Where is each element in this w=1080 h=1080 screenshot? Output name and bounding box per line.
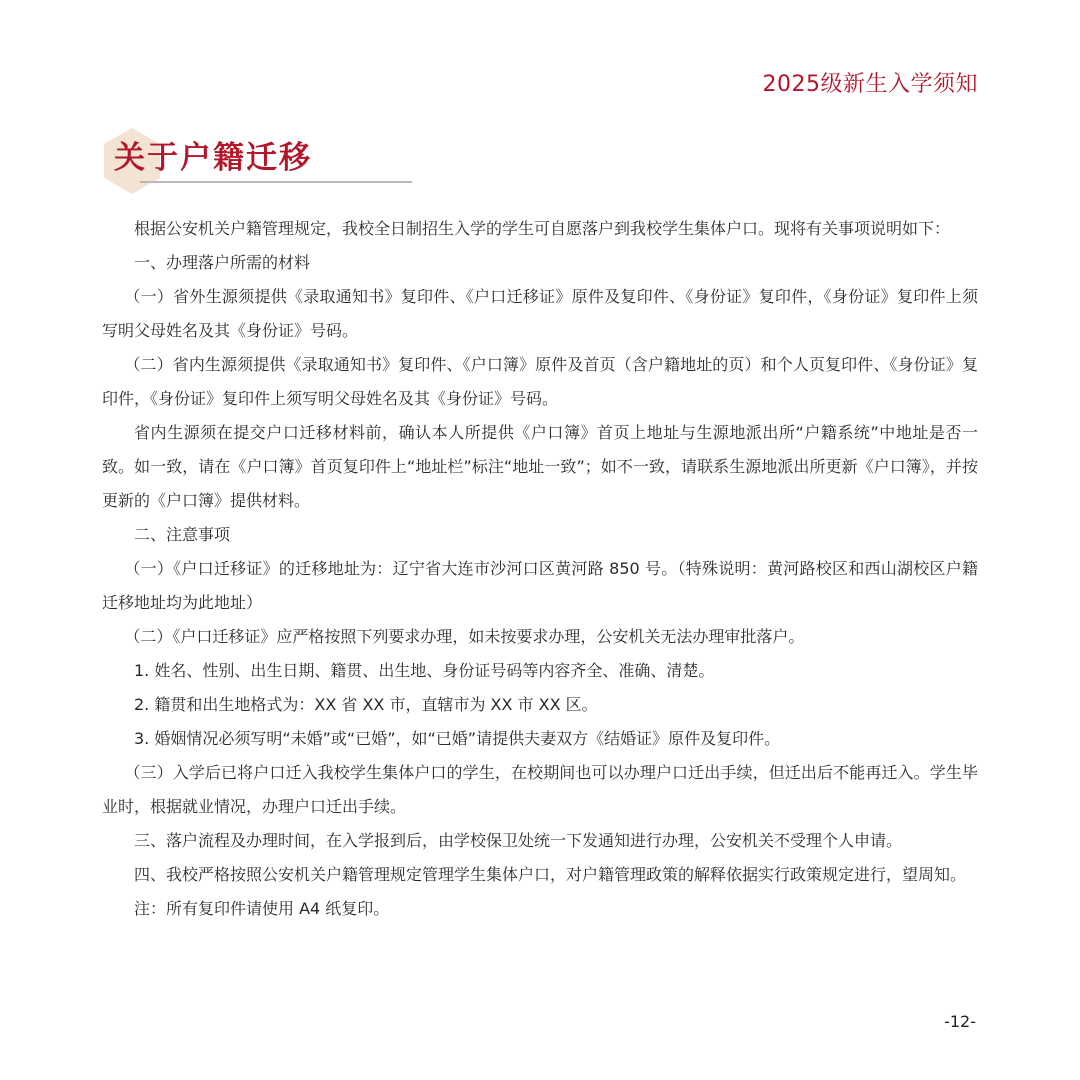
list-item-name-fields: 1. 姓名、性别、出生日期、籍贯、出生地、身份证号码等内容齐全、准确、清楚。 — [134, 661, 715, 680]
list-item-birthplace-format: 2. 籍贯和出生地格式为：XX 省 XX 市，直辖市为 XX 市 XX 区。 — [134, 695, 598, 714]
paragraph-migration-address: （一）《户口迁移证》的迁移地址为：辽宁省大连市沙河口区黄河路 850 号。（特殊说明：黄河路校区和西山湖校区户籍迁移地址均为此地址） — [102, 559, 978, 612]
heading-materials: 一、办理落户所需的材料 — [134, 253, 311, 272]
paragraph-out-of-province: （一）省外生源须提供《录取通知书》复印件、《户口迁移证》原件及复印件、《身份证》复印件，《身份证》复印件上须写明父母姓名及其《身份证》号码。 — [102, 287, 978, 340]
paragraph-address-check: 省内生源须在提交户口迁移材料前，确认本人所提供《户口簿》首页上地址与生源地派出所“户籍系统”中地址是否一致。如一致，请在《户口簿》首页复印件上“地址栏”标注“地址一致”；如不一致，请联系生源地派出所更新《户口簿》，并按更新的《户口簿》提供材料。 — [102, 423, 978, 510]
document-body — [102, 212, 978, 926]
paragraph-process-timing: 三、落户流程及办理时间，在入学报到后，由学校保卫处统一下发通知进行办理，公安机关不受理个人申请。 — [134, 831, 903, 850]
section-heading — [100, 126, 412, 196]
paragraph-migration-requirements: （二）《户口迁移证》应严格按照下列要求办理，如未按要求办理，公安机关无法办理审批落户。 — [124, 627, 805, 646]
paragraph-move-out: （三）入学后已将户口迁入我校学生集体户口的学生，在校期间也可以办理户口迁出手续，但迁出后不能再迁入。学生毕业时，根据就业情况，办理户口迁出手续。 — [102, 763, 978, 816]
section-title: 关于户籍迁移 — [114, 140, 312, 176]
title-divider — [140, 181, 412, 183]
intro-paragraph: 根据公安机关户籍管理规定，我校全日制招生入学的学生可自愿落户到我校学生集体户口。现将有关事项说明如下： — [134, 219, 951, 238]
heading-notes: 二、注意事项 — [134, 525, 231, 544]
list-item-marital-status: 3. 婚姻情况必须写明“未婚”或“已婚”，如“已婚”请提供夫妻双方《结婚证》原件及复印件。 — [134, 729, 781, 748]
paragraph-management-policy: 四、我校严格按照公安机关户籍管理规定管理学生集体户口，对户籍管理政策的解释依据实行政策规定进行，望周知。 — [134, 865, 967, 884]
document-header-title: 2025级新生入学须知 — [762, 72, 978, 97]
paragraph-note-a4: 注：所有复印件请使用 A4 纸复印。 — [134, 899, 390, 918]
paragraph-in-province: （二）省内生源须提供《录取通知书》复印件、《户口簿》原件及首页（含户籍地址的页）和个人页复印件、《身份证》复印件，《身份证》复印件上须写明父母姓名及其《身份证》号码。 — [102, 355, 978, 408]
page-number: -12- — [944, 1012, 976, 1031]
